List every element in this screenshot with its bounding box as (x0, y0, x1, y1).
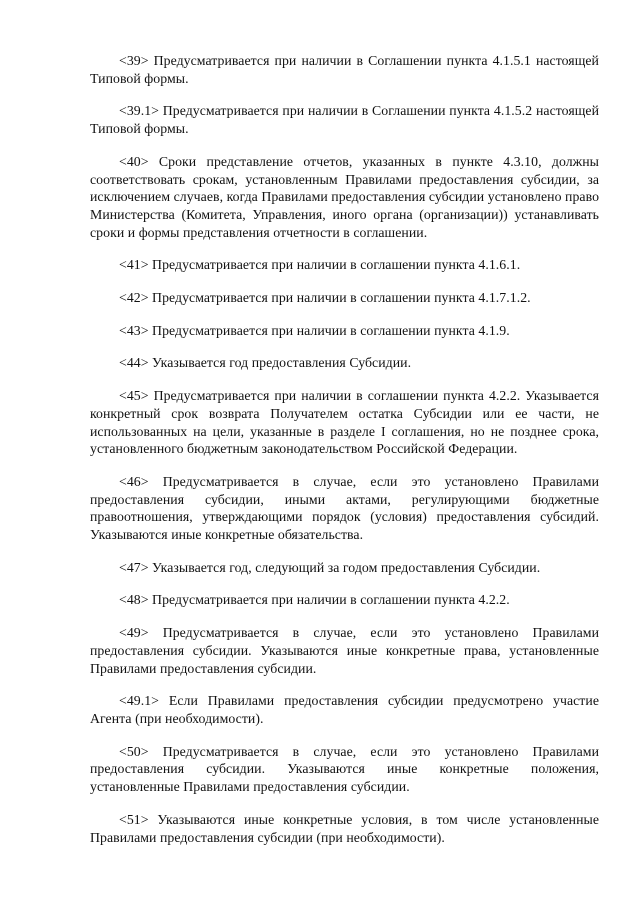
footnote-42: <42> Предусматривается при наличии в соглашении пункта 4.1.7.1.2. (119, 290, 531, 306)
footnote-39-1: <39.1> Предусматривается при наличии в Соглашении пункта 4.1.5.2 настоящей Типовой формы. (90, 103, 599, 137)
footnote-44: <44> Указывается год предоставления Субсидии. (119, 355, 412, 371)
footnote-46: <46> Предусматривается в случае, если это установлено Правилами предоставления субсидии, иными актами, регулирующими бюджетные правоотношения, утверждающими порядок (условия) предоставления субсидий. Указываются иные конкретные обязательства. (90, 473, 599, 543)
footnote-49: <49> Предусматривается в случае, если это установлено Правилами предоставления субсидии. Указываются иные конкретные права, установленные Правилами предоставления субсидии. (90, 625, 599, 676)
footnote-49-1: <49.1> Если Правилами предоставления субсидии предусмотрено участие Агента (при необходимости). (90, 693, 599, 726)
footnote-51: <51> Указываются иные конкретные условия, в том числе установленные Правилами предоставления субсидии (при необходимости). (90, 811, 599, 845)
footnote-40: <40> Сроки представление отчетов, указанных в пункте 4.3.10, должны соответствовать срокам, установленным Правилами предоставления субсидии, за исключением случаев, когда Правилами предоставления субсидии установлено право Министерства (Комитета, Управления, иного органа (организации)) устанавливать сроки и формы представления отчетности в соглашении. (90, 153, 600, 240)
footnotes-block (90, 52, 599, 861)
footnote-48: <48> Предусматривается при наличии в соглашении пункта 4.2.2. (119, 592, 510, 608)
footnote-47: <47> Указывается год, следующий за годом предоставления Субсидии. (119, 559, 541, 575)
footnote-41: <41> Предусматривается при наличии в соглашении пункта 4.1.6.1. (119, 257, 521, 273)
footnote-43: <43> Предусматривается при наличии в соглашении пункта 4.1.9. (119, 322, 510, 338)
footnote-39: <39> Предусматривается при наличии в Соглашении пункта 4.1.5.1 настоящей Типовой формы. (90, 53, 599, 86)
footnote-50: <50> Предусматривается в случае, если это установлено Правилами предоставления субсидии. Указываются иные конкретные положения, установленные Правилами предоставления субсидии. (90, 743, 599, 795)
footnote-45: <45> Предусматривается при наличии в соглашении пункта 4.2.2. Указывается конкретный срок возврата Получателем остатка Субсидии или ее части, не использованных на цели, указанные в разделе I соглашения, но не позднее срока, установленного бюджетным законодательством Российской Федерации. (90, 388, 599, 457)
